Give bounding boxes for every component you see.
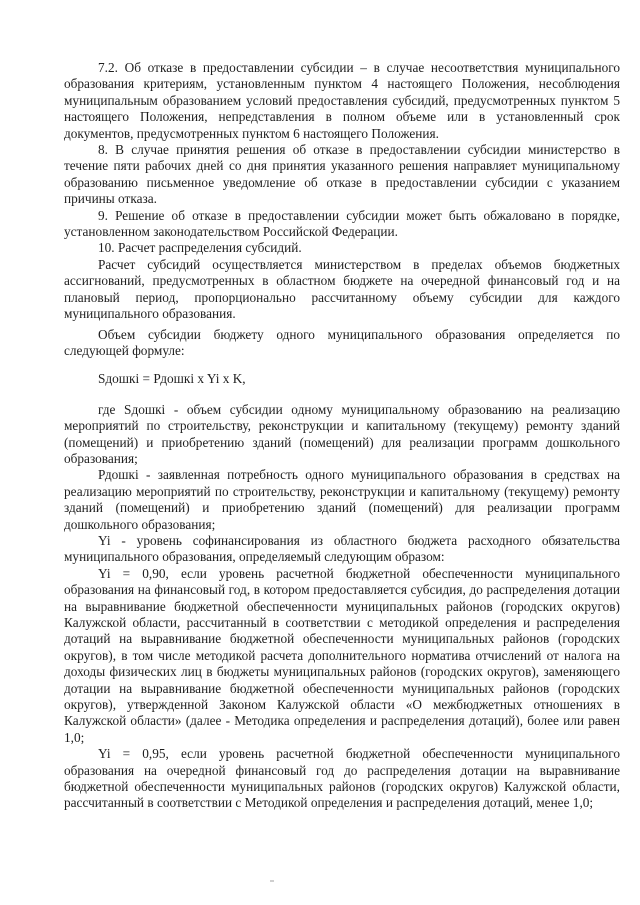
paragraph-7-2: 7.2. Об отказе в предоставлении субсидии – в случае несоответствия муниципального образования критериям, установленным пунктом 4 настоящего Положения, несоблюдения муниципальным образованием условий предоставления субсидий, предусмотренных пунктом 5 настоящего Положения, непредставления в полном объеме или в установленный срок документов, предусмотренных пунктом 6 настоящего Положения.	[64, 60, 620, 141]
paragraph-p-definition: Рдошкi - заявленная потребность одного муниципального образования в средствах на реализацию мероприятий по строительству, реконструкции и капитальному (текущему) ремонту зданий (помещений) и приобретению зданий (помещений) для реализации программ дошкольного образования;	[64, 467, 620, 532]
scan-speck	[270, 880, 274, 882]
paragraph-y-095: Yi = 0,95, если уровень расчетной бюджетной обеспеченности муниципального образования на очередной финансовый год до распределения дотации на выравнивание бюджетной обеспеченности муниципальных районов (городских округов) Калужской области, рассчитанный в соответствии с Методикой определения и распределения дотаций, менее 1,0;	[64, 746, 620, 811]
paragraph-formula-intro: Объем субсидии бюджету одного муниципального образования определяется по следующей формуле:	[64, 326, 620, 358]
paragraph-y-090: Yi = 0,90, если уровень расчетной бюджетной обеспеченности муниципального образования на финансовый год, в котором предоставляется субсидия, до распределения дотации на выравнивание бюджетной обеспеченности муниципальных районов (городских округов) Калужской области, рассчитанный в соответствии с методикой определения и распределения дотаций на выравнивание бюджетной обеспеченности муниципальных районов (городских округов), в том числе методикой расчета дополнительного норматива отчислений от налога на доходы физических лиц в бюджеты муниципальных районов (городских округов), заменяющего дотации на выравнивание бюджетной обеспеченности муниципальных районов (городских округов), утвержденной Законом Калужской области «О межбюджетных отношениях в Калужской области» (далее - Методика определения и распределения дотаций), более или равен 1,0;	[64, 565, 620, 745]
paragraph-9: 9. Решение об отказе в предоставлении субсидии может быть обжаловано в порядке, установленном законодательством Российской Федерации.	[64, 207, 620, 240]
paragraph-8: 8. В случае принятия решения об отказе в предоставлении субсидии министерство в течение пяти рабочих дней со дня принятия указанного решения направляет муниципальному образованию письменное уведомление об отказе в предоставлении субсидии с указанием причины отказа.	[64, 142, 620, 207]
formula: Sдошкi = Рдошкi x Yi x K,	[98, 371, 246, 387]
document-body	[64, 60, 620, 812]
paragraph-10-heading: 10. Расчет распределения субсидий.	[98, 240, 302, 256]
paragraph-y-definition: Yi - уровень софинансирования из областного бюджета расходного обязательства муниципального образования, определяемый следующим образом:	[64, 532, 620, 565]
paragraph-calculation: Расчет субсидий осуществляется министерством в пределах объемов бюджетных ассигнований, предусмотренных в областном бюджете на очередной финансовый год и на плановый период, пропорционально рассчитанному объему субсидии для каждого муниципального образования.	[64, 256, 620, 322]
paragraph-s-definition: где Sдошкi - объем субсидии одному муниципальному образованию на реализацию мероприятий по строительству, реконструкции и капитальному (текущему) ремонту зданий (помещений) и приобретению зданий (помещений) для реализации программ дошкольного образования;	[64, 401, 620, 466]
